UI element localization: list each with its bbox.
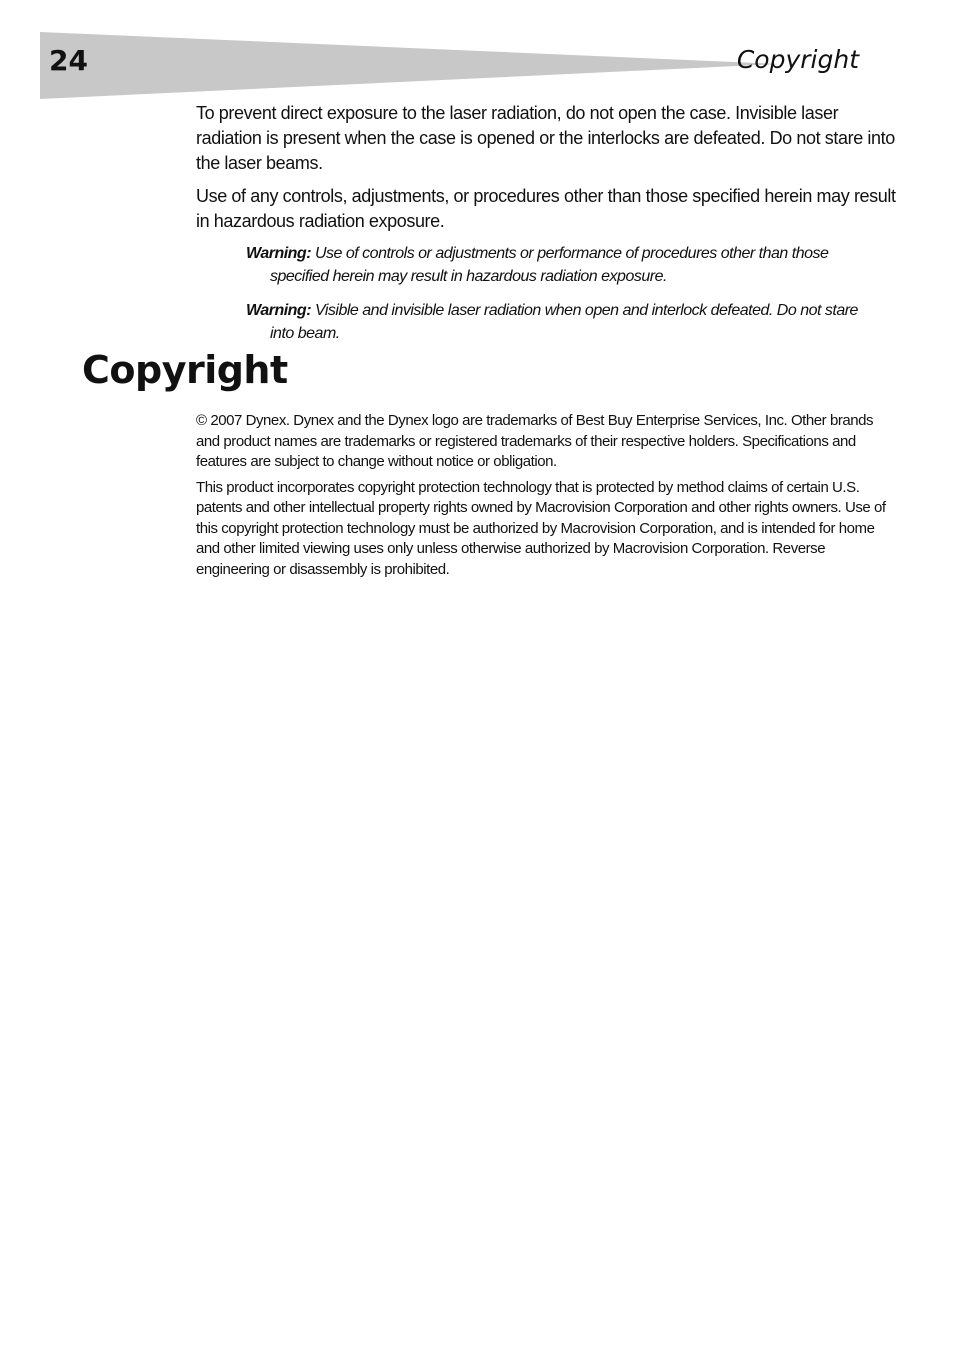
laser-section	[196, 101, 900, 356]
copyright-paragraph-1: © 2007 Dynex. Dynex and the Dynex logo are trademarks of Best Buy Enterprise Services, Inc. Other brands and product names are trademarks or registered trademarks of their respective holders. Specifications and features are subject to change without notice or obligation.	[196, 412, 874, 470]
header-band	[40, 32, 780, 99]
section-heading: Copyright	[82, 348, 288, 392]
running-title: Copyright	[736, 45, 859, 74]
laser-paragraph-1: To prevent direct exposure to the laser radiation, do not open the case. Invisible laser radiation is present when the case is opened or the interlocks are defeated. Do not stare into the laser beams.	[196, 103, 895, 173]
page-number: 24	[49, 44, 88, 77]
copyright-paragraph-2: This product incorporates copyright protection technology that is protected by method claims of certain U.S. patents and other intellectual property rights owned by Macrovision Corporation and other rights owners. Use of this copyright protection technology must be authorized by Macrovision Corporation, and is intended for home and other limited viewing uses only unless otherwise authorized by Macrovision Corporation. Reverse engineering or disassembly is prohibited.	[196, 478, 886, 578]
warning-note	[246, 299, 870, 345]
warning-text: Use of controls or adjustments or performance of procedures other than those specified herein may result in hazardous radiation exposure.	[270, 245, 829, 285]
warning-label: Warning:	[246, 302, 312, 319]
warning-label: Warning:	[246, 245, 312, 262]
warning-text: Visible and invisible laser radiation when open and interlock defeated. Do not stare into beam.	[270, 302, 858, 342]
laser-paragraph-2: Use of any controls, adjustments, or procedures other than those specified herein may result in hazardous radiation exposure.	[196, 186, 896, 231]
copyright-section	[196, 411, 900, 585]
warning-note	[246, 242, 870, 288]
header-wedge-shape	[40, 32, 780, 99]
